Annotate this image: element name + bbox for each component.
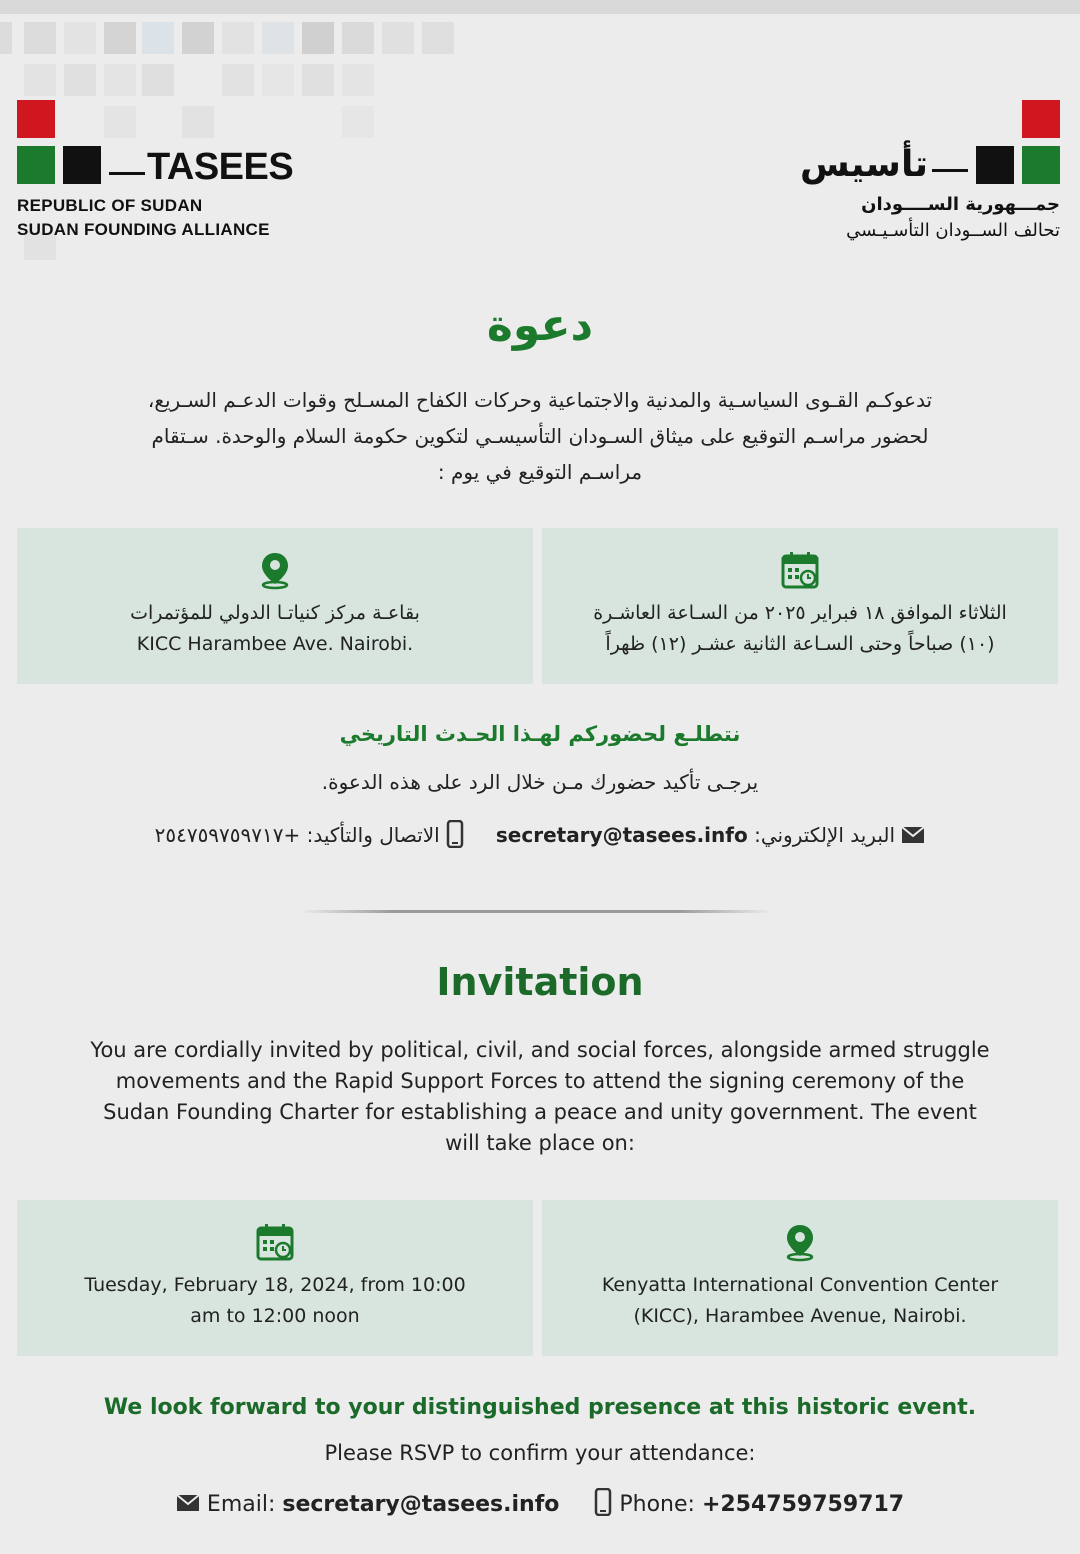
calendar-icon [780, 550, 820, 590]
intro-text-en: You are cordially invited by political, civil, and social forces, alongside armed struggle movements and the Rapid Support Forces to attend the signing ceremony of the Sudan Founding Charter for establishing a peace and unity government. The event will take place on: [90, 1038, 990, 1155]
date-card-ar [542, 528, 1058, 684]
rsvp-en: Please RSVP to confirm your attendance: [324, 1441, 756, 1465]
venue-card-ar [17, 528, 533, 684]
location-pin-icon [780, 1222, 820, 1262]
contact-row-en [0, 1488, 1080, 1522]
republic-en: REPUBLIC OF SUDAN [17, 196, 203, 215]
tasees-logo-arabic [800, 100, 1060, 250]
calendar-icon [255, 1222, 295, 1262]
flag-red-square [1022, 100, 1060, 138]
envelope-icon [901, 825, 925, 849]
date-card-en [17, 1200, 533, 1356]
date-line-en: Tuesday, February 18, 2024, from 10:00 [84, 1274, 466, 1296]
email-link-en[interactable]: secretary@tasees.info [282, 1492, 560, 1517]
email-label-en: Email: [206, 1492, 276, 1517]
phone-label-ar: الاتصال والتأكيد: [306, 823, 440, 847]
brand-name-en: TASEES [109, 146, 293, 189]
look-forward-ar: نتطلـع لحضوركم لهـذا الحـدث التاريخي [339, 722, 741, 746]
venue-address-en: (KICC), Harambee Avenue, Nairobi. [633, 1305, 967, 1327]
email-label-ar: البريد الإلكتروني: [754, 823, 896, 847]
venue-address: KICC Harambee Ave. Nairobi. [136, 633, 414, 655]
look-forward-en: We look forward to your distinguished presence at this historic event. [103, 1395, 977, 1420]
tasees-logo-english [17, 100, 307, 250]
date-line-ar: الثلاثاء الموافق ١٨ فبراير ٢٠٢٥ من السـاعة العاشـرة [593, 602, 1007, 624]
venue-line-en: Kenyatta International Convention Center [601, 1274, 999, 1296]
alliance-ar: تحالف الســودان التأسـيـسي [846, 220, 1060, 241]
phone-label-en: Phone: [619, 1492, 695, 1517]
time-line-ar: (١٠) صباحاً وحتى السـاعة الثانية عشـر (١٢) ظهراً [605, 633, 995, 655]
top-bar [0, 0, 1080, 14]
republic-ar: جمـــهورية الســــودان [861, 194, 1060, 215]
phone-icon [446, 820, 464, 853]
flag-black-square [976, 146, 1014, 184]
phone-icon [594, 1488, 612, 1522]
phone-link-en[interactable]: +254759759717 [701, 1492, 905, 1517]
venue-line-ar: بقاعـة مركز كنياتـا الدولي للمؤتمرات [130, 602, 420, 624]
page-title-ar: دعوة [486, 300, 594, 351]
envelope-icon [176, 1493, 200, 1518]
rsvp-ar: يرجـى تأكيد حضورك مـن خلال الرد على هذه الدعوة. [321, 770, 759, 794]
flag-green-square [17, 146, 55, 184]
contact-row-ar [0, 820, 1080, 853]
venue-card-en [542, 1200, 1058, 1356]
email-link-ar[interactable]: secretary@tasees.info [495, 823, 748, 847]
flag-black-square [63, 146, 101, 184]
intro-text-ar: تدعوكـم القـوى السياسـية والمدنية والاجتماعية وحركات الكفاح المسـلح وقوات الدعـم السـريع، لحضور مراسـم التوقيع على ميثاق السـودان التأسيسـي لتكوين حكومة السلام والوحدة. سـتقام مراسـم التوقيع في يوم : [147, 388, 933, 484]
flag-green-square [1022, 146, 1060, 184]
section-divider [300, 910, 772, 913]
location-pin-icon [255, 550, 295, 590]
phone-link-ar[interactable]: +٢٥٤٧٥٩٧٥٩٧١٧ [154, 823, 301, 847]
page-title-en: Invitation [436, 960, 644, 1004]
brand-name-ar: تأسيس [800, 144, 968, 185]
alliance-en: SUDAN FOUNDING ALLIANCE [17, 220, 270, 239]
flag-red-square [17, 100, 55, 138]
time-line-en: am to 12:00 noon [190, 1305, 360, 1327]
